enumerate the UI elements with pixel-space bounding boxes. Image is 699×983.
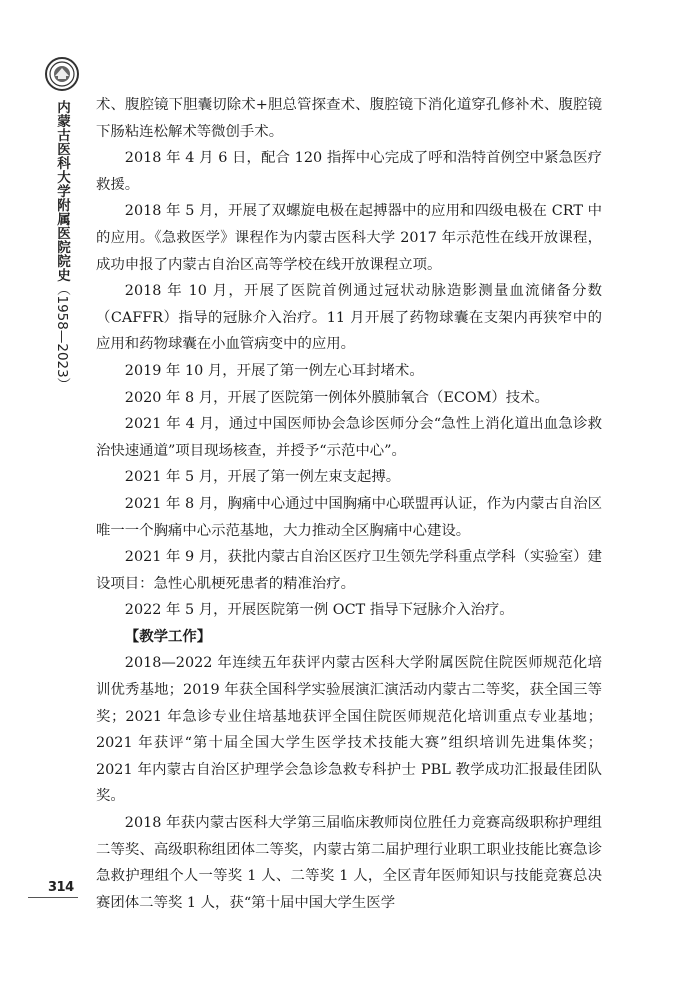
- paragraph: 2019 年 10 月，开展了第一例左心耳封堵术。: [124, 362, 424, 379]
- book-title-vertical: [52, 100, 72, 391]
- book-years: （1958—2023）: [54, 282, 70, 392]
- paragraph: 2021 年 8 月，胸痛中心通过中国胸痛中心联盟再认证，作为内蒙古自治区唯一一个胸痛中心示范基地，大力推动全区胸痛中心建设。: [96, 495, 602, 539]
- paragraph: 2018—2022 年连续五年获评内蒙古医科大学附属医院住院医师规范化培训优秀基地；2019 年获全国科学实验展演汇演活动内蒙古二等奖，获全国三等奖；2021 年急诊专业住培基地获评全国住院医师规范化培训重点专业基地；2021 年获评“第十届全国大学生医学技术技能大赛”组织培训先进集体奖；2021 年内蒙古自治区护理学会急诊急救专科护士 PBL 教学成功汇报最佳团队奖。: [96, 655, 602, 805]
- paragraph: 2018 年 5 月，开展了双螺旋电极在起搏器中的应用和四级电极在 CRT 中的应用。《急救医学》课程作为内蒙古医科大学 2017 年示范性在线开放课程，成功申报了内蒙古自治区高等学校在线开放课程立项。: [96, 203, 602, 273]
- section-heading: 【教学工作】: [124, 628, 212, 645]
- page-number: 314: [48, 880, 74, 895]
- paragraph: 2018 年 4 月 6 日，配合 120 指挥中心完成了呼和浩特首例空中紧急医疗救援。: [96, 150, 602, 193]
- paragraph: 2018 年获内蒙古医科大学第三届临床教师岗位胜任力竞赛高级职称护理组二等奖、高级职称组团体二等奖，内蒙古第二届护理行业职工职业技能比赛急诊急救护理组个人一等奖 1 人、二等奖 1 人，全区青年医师知识与技能竞赛总决赛团体二等奖 1 人，获“第十届中国大学生医学: [96, 815, 602, 911]
- main-text: [96, 92, 602, 916]
- book-title: 内蒙古医科大学附属医院院史: [54, 100, 70, 282]
- university-logo-icon: [45, 57, 79, 91]
- paragraph: 2021 年 9 月，获批内蒙古自治区医疗卫生领先学科重点学科（实验室）建设项目：急性心肌梗死患者的精准治疗。: [96, 549, 602, 592]
- paragraph: 2021 年 5 月，开展了第一例左束支起搏。: [124, 469, 401, 486]
- emblem-icon: [48, 60, 76, 88]
- paragraph: 2018 年 10 月，开展了医院首例通过冠状动脉造影测量血流储备分数（CAFFR）指导的冠脉介入治疗。11 月开展了药物球囊在支架内再狭窄中的应用和药物球囊在小血管病变中的应用。: [96, 283, 602, 353]
- paragraph: 2020 年 8 月，开展了医院第一例体外膜肺氧合（ECOM）技术。: [124, 389, 549, 406]
- paragraph: 术、腹腔镜下胆囊切除术+胆总管探查术、腹腔镜下消化道穿孔修补术、腹腔镜下肠粘连松解术等微创手术。: [96, 97, 602, 140]
- page-number-rule: [28, 897, 78, 898]
- paragraph: 2021 年 4 月，通过中国医师协会急诊医师分会“急性上消化道出血急诊救治快速通道”项目现场核查，并授予“示范中心”。: [96, 416, 602, 459]
- paragraph: 2022 年 5 月，开展医院第一例 OCT 指导下冠脉介入治疗。: [124, 602, 514, 619]
